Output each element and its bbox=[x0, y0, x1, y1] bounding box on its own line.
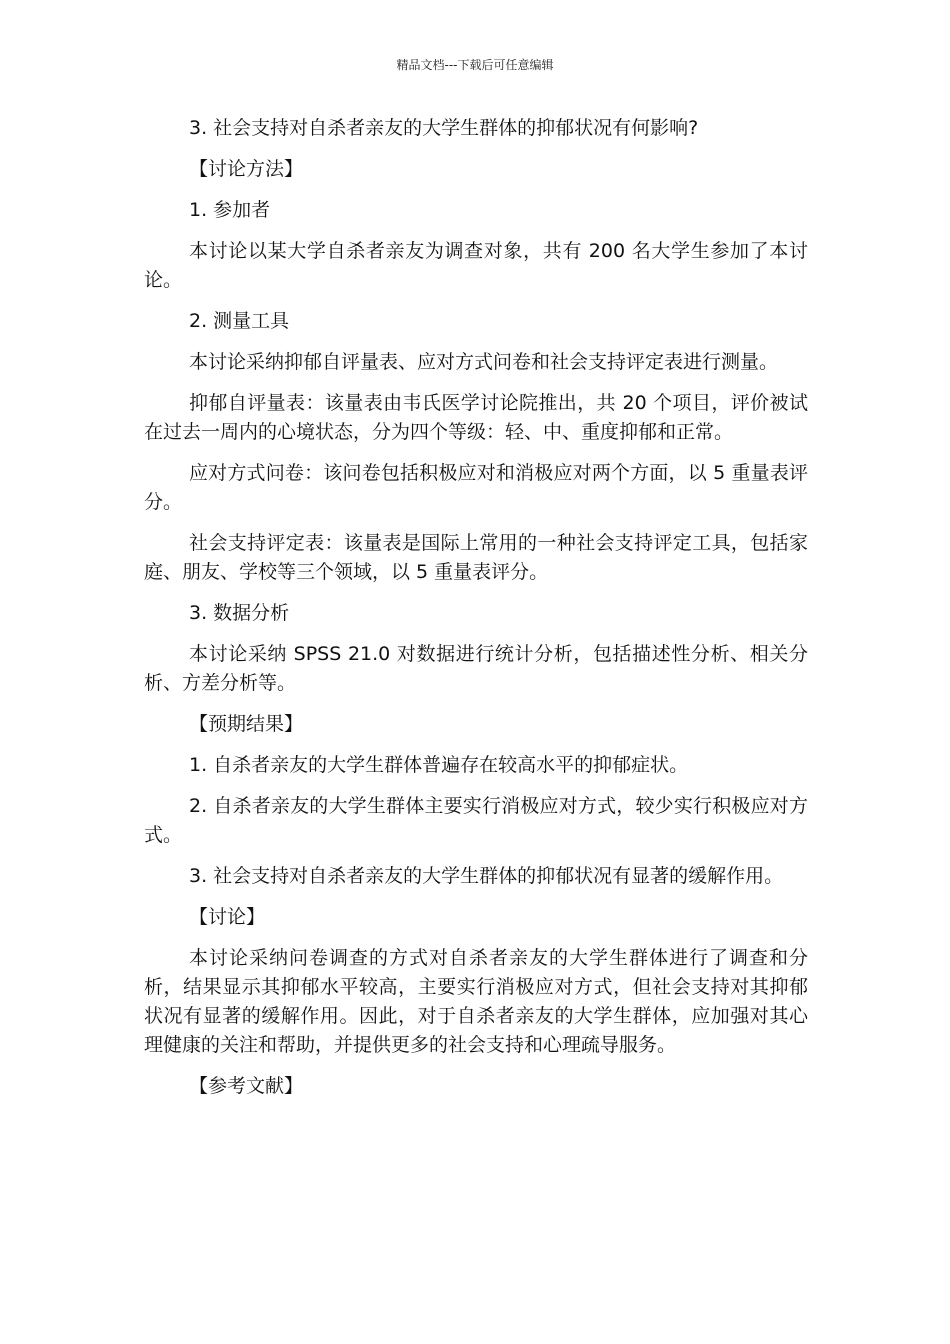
section-heading-discussion: 【讨论】 bbox=[189, 906, 266, 928]
expected-result-1: 1. 自杀者亲友的大学生群体普遍存在较高水平的抑郁症状。 bbox=[189, 754, 689, 776]
paragraph-discussion: 本讨论采纳问卷调查的方式对自杀者亲友的大学生群体进行了调查和分析，结果显示其抑郁水平较高，主要实行消极应对方式，但社会支持对其抑郁状况有显著的缓解作用。因此，对于自杀者亲友的大学生群体，应加强对其心理健康的关注和帮助，并提供更多的社会支持和心理疏导服务。 bbox=[144, 947, 808, 1056]
section-heading-methods: 【讨论方法】 bbox=[189, 158, 304, 180]
expected-result-3: 3. 社会支持对自杀者亲友的大学生群体的抑郁状况有显著的缓解作用。 bbox=[189, 865, 784, 887]
section-heading-references: 【参考文献】 bbox=[189, 1075, 304, 1097]
question-3: 3. 社会支持对自杀者亲友的大学生群体的抑郁状况有何影响? bbox=[189, 117, 699, 139]
document-body bbox=[144, 114, 808, 1113]
paragraph-data-analysis: 本讨论采纳 SPSS 21.0 对数据进行统计分析，包括描述性分析、相关分析、方差分析等。 bbox=[144, 643, 808, 694]
subheading-measurement-tools: 2. 测量工具 bbox=[189, 310, 290, 332]
paragraph-participants: 本讨论以某大学自杀者亲友为调查对象，共有 200 名大学生参加了本讨论。 bbox=[144, 240, 808, 291]
expected-result-2: 2. 自杀者亲友的大学生群体主要实行消极应对方式，较少实行积极应对方式。 bbox=[144, 795, 808, 846]
section-heading-expected-results: 【预期结果】 bbox=[189, 713, 304, 735]
paragraph-social-support-scale: 社会支持评定表：该量表是国际上常用的一种社会支持评定工具，包括家庭、朋友、学校等三个领域，以 5 重量表评分。 bbox=[144, 532, 808, 583]
page-header: 精品文档---下载后可任意编辑 bbox=[396, 58, 554, 72]
paragraph-coping-questionnaire: 应对方式问卷：该问卷包括积极应对和消极应对两个方面，以 5 重量表评分。 bbox=[144, 462, 808, 513]
subheading-participants: 1. 参加者 bbox=[189, 199, 271, 221]
paragraph-depression-scale: 抑郁自评量表：该量表由韦氏医学讨论院推出，共 20 个项目，评价被试在过去一周内的心境状态，分为四个等级：轻、中、重度抑郁和正常。 bbox=[144, 392, 808, 443]
paragraph-measurement-tools: 本讨论采纳抑郁自评量表、应对方式问卷和社会支持评定表进行测量。 bbox=[189, 351, 779, 373]
subheading-data-analysis: 3. 数据分析 bbox=[189, 602, 290, 624]
